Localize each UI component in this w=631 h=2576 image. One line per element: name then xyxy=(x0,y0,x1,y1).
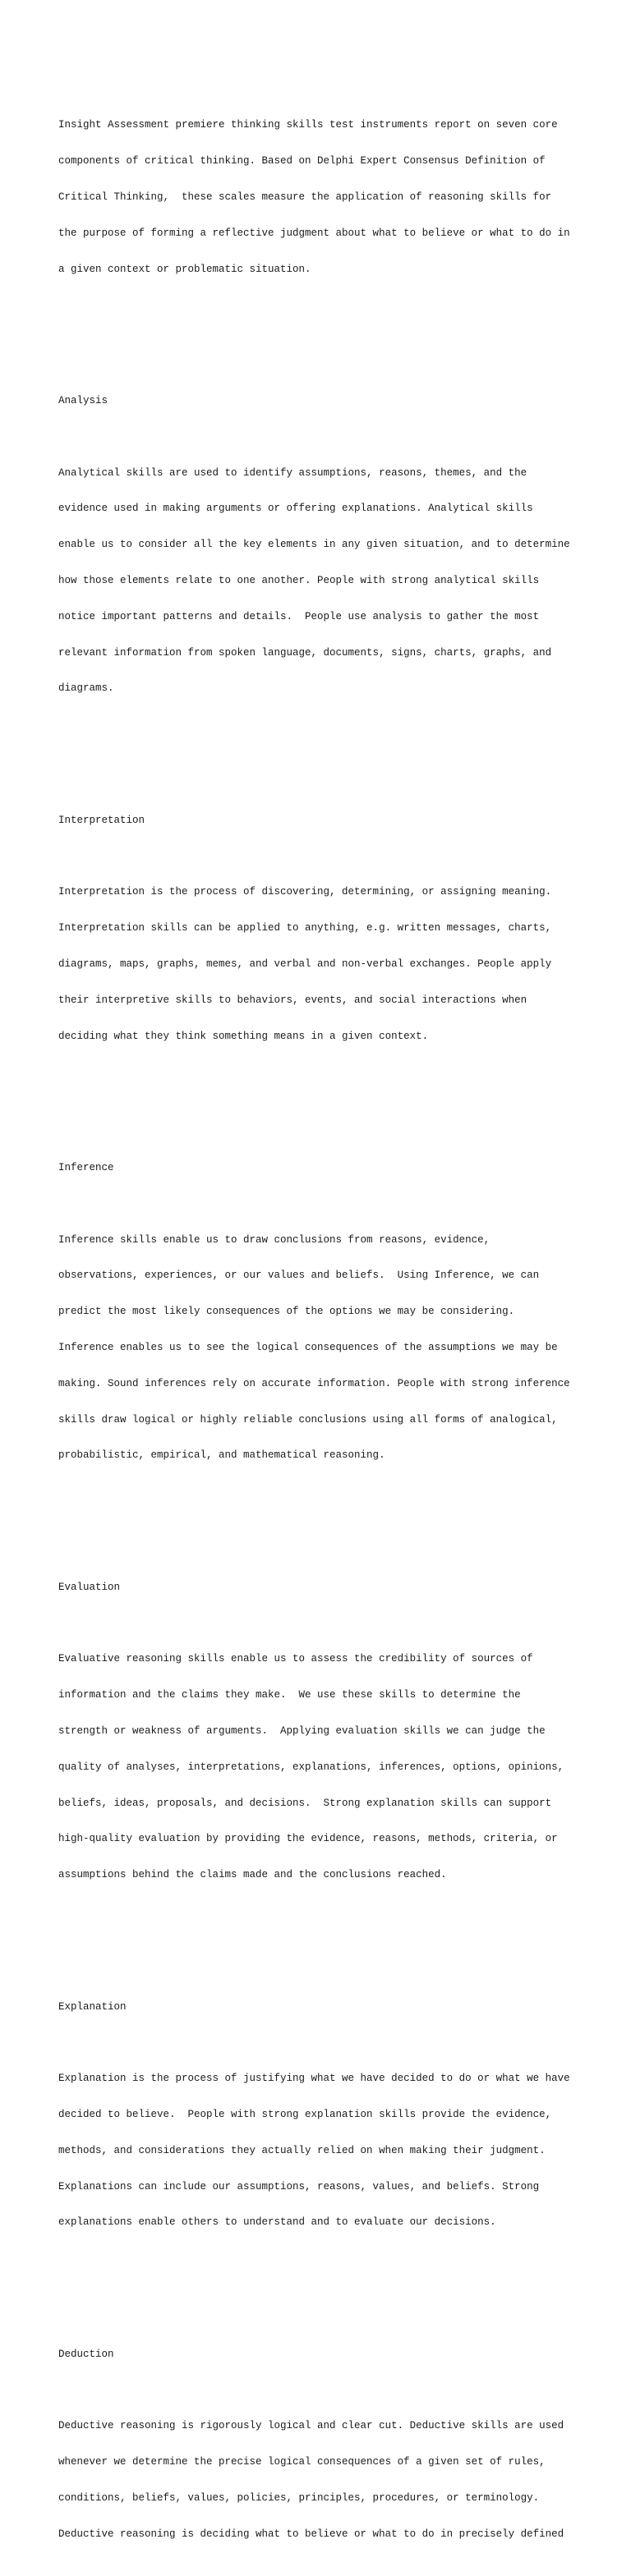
text-line: Explanation is the process of justifying what we have decided to do or what we have xyxy=(58,2073,570,2085)
text-line: assumptions behind the claims made and the conclusions reached. xyxy=(58,1869,447,1881)
text-line: notice important patterns and details. People use analysis to gather the most xyxy=(58,610,540,622)
text-line: Inference skills enable us to draw conclusions from reasons, evidence, xyxy=(58,1233,491,1246)
text-line: observations, experiences, or our values and beliefs. Using Inference, we can xyxy=(58,1270,540,1282)
section-heading: Deduction xyxy=(58,2348,114,2360)
document-page xyxy=(58,71,584,2576)
text-line: deciding what they think something means in a given context. xyxy=(58,1030,429,1042)
text-line: strength or weakness of arguments. Applying evaluation skills we can judge the xyxy=(58,1724,546,1737)
text-line: evidence used in making arguments or offering explanations. Analytical skills xyxy=(58,503,533,515)
text-line: skills draw logical or highly reliable conclusions using all forms of analogical, xyxy=(58,1413,558,1426)
text-line: enable us to consider all the key elements in any given situation, and to determine xyxy=(58,539,570,551)
text-line: decided to believe. People with strong explanation skills provide the evidence, xyxy=(58,2108,552,2120)
section-heading: Evaluation xyxy=(58,1581,121,1593)
text-line: information and the claims they make. We use these skills to determine the xyxy=(58,1689,521,1701)
text-line: whenever we determine the precise logical consequences of a given set of rules, xyxy=(58,2456,546,2468)
section-analysis xyxy=(58,371,584,719)
text-line: Inference enables us to see the logical consequences of the assumptions we may be xyxy=(58,1341,558,1353)
text-line: Analytical skills are used to identify assumptions, reasons, themes, and the xyxy=(58,466,527,479)
section-heading: Interpretation xyxy=(58,814,145,826)
text-line: components of critical thinking. Based on Delphi Expert Consensus Definition of xyxy=(58,155,546,168)
section-inference xyxy=(58,1138,584,1485)
text-line: Explanations can include our assumptions, reasons, values, and beliefs. Strong xyxy=(58,2180,540,2193)
text-line: how those elements relate to one another. People with strong analytical skills xyxy=(58,574,540,586)
text-line: the purpose of forming a reflective judgment about what to believe or what to do in xyxy=(58,227,570,239)
text-line: Interpretation skills can be applied to anything, e.g. written messages, charts, xyxy=(58,922,552,934)
section-explanation xyxy=(58,1977,584,2252)
text-line: conditions, beliefs, values, policies, principles, procedures, or terminology. xyxy=(58,2491,540,2504)
text-line: beliefs, ideas, proposals, and decisions. Strong explanation skills can support xyxy=(58,1797,552,1809)
section-evaluation xyxy=(58,1558,584,1905)
text-line: Deductive reasoning is deciding what to believe or what to do in precisely defined xyxy=(58,2528,564,2540)
section-interpretation xyxy=(58,791,584,1067)
text-line: Deductive reasoning is rigorously logical and clear cut. Deductive skills are used xyxy=(58,2420,564,2432)
text-line: a given context or problematic situation. xyxy=(58,263,311,275)
text-line: methods, and considerations they actually relied on when making their judgment. xyxy=(58,2144,546,2156)
text-line: explanations enable others to understand and to evaluate our decisions. xyxy=(58,2216,496,2229)
intro-paragraph xyxy=(58,95,584,299)
text-line: relevant information from spoken language, documents, signs, charts, graphs, and xyxy=(58,646,552,659)
text-line: quality of analyses, interpretations, explanations, inferences, options, opinions, xyxy=(58,1761,564,1773)
text-line: probabilistic, empirical, and mathematical reasoning. xyxy=(58,1449,385,1462)
text-line: Evaluative reasoning skills enable us to assess the credibility of sources of xyxy=(58,1653,533,1665)
section-heading: Explanation xyxy=(58,2000,127,2013)
text-line: Insight Assessment premiere thinking skills test instruments report on seven core xyxy=(58,119,558,131)
text-line: high-quality evaluation by providing the evidence, reasons, methods, criteria, or xyxy=(58,1833,558,1845)
text-line: predict the most likely consequences of the options we may be considering. xyxy=(58,1306,515,1318)
text-line: diagrams, maps, graphs, memes, and verbal and non-verbal exchanges. People apply xyxy=(58,957,552,970)
section-deduction xyxy=(58,2325,584,2565)
text-line: Critical Thinking, these scales measure the application of reasoning skills for xyxy=(58,191,552,203)
section-heading: Inference xyxy=(58,1162,114,1174)
text-line: making. Sound inferences rely on accurate information. People with strong inference xyxy=(58,1377,570,1389)
text-line: their interpretive skills to behaviors, events, and social interactions when xyxy=(58,994,527,1006)
text-line: diagrams. xyxy=(58,682,114,695)
section-heading: Analysis xyxy=(58,395,108,407)
text-line: Interpretation is the process of discovering, determining, or assigning meaning. xyxy=(58,886,552,898)
